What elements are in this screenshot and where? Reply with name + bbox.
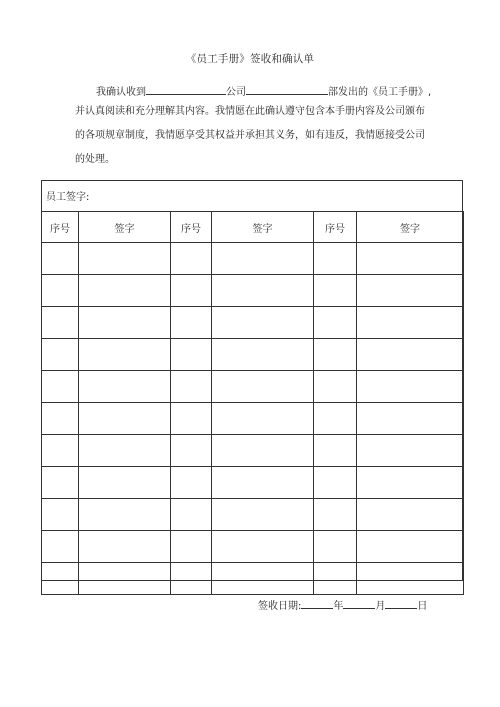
table-row	[42, 531, 464, 563]
signature-cell[interactable]	[357, 403, 464, 435]
year-blank[interactable]	[301, 597, 333, 609]
number-cell[interactable]	[42, 243, 79, 275]
paragraph-line-3: 的各项规章制度，我情愿享受其权益并承担其义务，如有违反，我情愿接受公司	[75, 130, 425, 141]
number-cell[interactable]	[42, 403, 79, 435]
signature-cell[interactable]	[212, 243, 314, 275]
day-blank[interactable]	[385, 597, 417, 609]
signature-cell[interactable]	[79, 531, 171, 563]
number-cell[interactable]	[171, 243, 212, 275]
department-blank[interactable]	[246, 82, 328, 95]
number-cell[interactable]	[42, 371, 79, 403]
signature-cell[interactable]	[79, 371, 171, 403]
number-cell[interactable]	[171, 403, 212, 435]
signature-table	[41, 211, 464, 595]
number-cell[interactable]	[171, 563, 212, 595]
signature-cell[interactable]	[79, 243, 171, 275]
number-cell[interactable]	[171, 499, 212, 531]
signature-cell[interactable]	[357, 307, 464, 339]
number-cell[interactable]	[314, 307, 357, 339]
document-title: 《员工手册》签收和确认单	[185, 53, 315, 65]
table-row	[42, 563, 464, 595]
signature-cell[interactable]	[79, 435, 171, 467]
header-number-3: 序号	[314, 212, 357, 243]
month-blank[interactable]	[343, 597, 375, 609]
signature-cell[interactable]	[212, 371, 314, 403]
signature-cell[interactable]	[357, 499, 464, 531]
signature-cell[interactable]	[212, 531, 314, 563]
table-row	[42, 307, 464, 339]
signature-cell[interactable]	[79, 499, 171, 531]
receipt-text: 我确认收到	[96, 87, 146, 98]
number-cell[interactable]	[314, 563, 357, 595]
number-cell[interactable]	[314, 371, 357, 403]
receipt-date-line	[258, 597, 427, 612]
table-row	[42, 467, 464, 499]
number-cell[interactable]	[314, 275, 357, 307]
signature-cell[interactable]	[357, 243, 464, 275]
paragraph-line-4: 的处理。	[75, 154, 115, 165]
table-header-row	[42, 212, 464, 243]
number-cell[interactable]	[171, 339, 212, 371]
number-cell[interactable]	[171, 531, 212, 563]
number-cell[interactable]	[42, 467, 79, 499]
signature-cell[interactable]	[79, 403, 171, 435]
number-cell[interactable]	[314, 499, 357, 531]
header-number-1: 序号	[42, 212, 79, 243]
number-cell[interactable]	[42, 531, 79, 563]
number-cell[interactable]	[42, 275, 79, 307]
signature-cell[interactable]	[357, 339, 464, 371]
signature-cell[interactable]	[79, 275, 171, 307]
table-row	[42, 371, 464, 403]
signature-sheet	[41, 180, 463, 581]
signature-cell[interactable]	[357, 435, 464, 467]
company-blank[interactable]	[146, 82, 226, 95]
day-label: 日	[417, 601, 428, 612]
signature-cell[interactable]	[79, 467, 171, 499]
month-label: 月	[375, 601, 386, 612]
number-cell[interactable]	[42, 563, 79, 595]
signature-cell[interactable]	[212, 435, 314, 467]
table-row	[42, 403, 464, 435]
table-row	[42, 275, 464, 307]
number-cell[interactable]	[42, 339, 79, 371]
header-signature-3: 签字	[357, 212, 464, 243]
number-cell[interactable]	[314, 467, 357, 499]
signature-cell[interactable]	[212, 563, 314, 595]
signature-cell[interactable]	[79, 563, 171, 595]
number-cell[interactable]	[42, 499, 79, 531]
signature-cell[interactable]	[212, 307, 314, 339]
signature-cell[interactable]	[212, 403, 314, 435]
header-signature-2: 签字	[212, 212, 314, 243]
number-cell[interactable]	[42, 307, 79, 339]
signature-cell[interactable]	[357, 563, 464, 595]
signature-cell[interactable]	[357, 371, 464, 403]
number-cell[interactable]	[171, 435, 212, 467]
year-label: 年	[333, 601, 344, 612]
header-signature-1: 签字	[79, 212, 171, 243]
number-cell[interactable]	[314, 531, 357, 563]
signature-cell[interactable]	[357, 531, 464, 563]
employee-signature-label: 员工签字:	[46, 192, 90, 203]
number-cell[interactable]	[314, 403, 357, 435]
number-cell[interactable]	[171, 371, 212, 403]
header-number-2: 序号	[171, 212, 212, 243]
number-cell[interactable]	[171, 307, 212, 339]
signature-cell[interactable]	[212, 499, 314, 531]
table-row	[42, 499, 464, 531]
signature-cell[interactable]	[357, 467, 464, 499]
table-row	[42, 339, 464, 371]
signature-cell[interactable]	[212, 467, 314, 499]
number-cell[interactable]	[314, 339, 357, 371]
number-cell[interactable]	[42, 435, 79, 467]
receipt-date-label: 签收日期:	[258, 601, 302, 612]
paragraph-line-2: 并认真阅读和充分理解其内容。我情愿在此确认遵守包含本手册内容及公司颁布	[75, 106, 425, 117]
signature-cell[interactable]	[212, 275, 314, 307]
signature-cell[interactable]	[79, 339, 171, 371]
table-row	[42, 435, 464, 467]
signature-cell[interactable]	[357, 275, 464, 307]
paragraph-line-1	[75, 82, 435, 103]
number-cell[interactable]	[314, 435, 357, 467]
number-cell[interactable]	[171, 467, 212, 499]
number-cell[interactable]	[171, 275, 212, 307]
number-cell[interactable]	[314, 243, 357, 275]
company-text: 公司	[226, 87, 246, 98]
signature-cell[interactable]	[79, 307, 171, 339]
table-row	[42, 243, 464, 275]
signature-cell[interactable]	[212, 339, 314, 371]
department-text: 部发出的《员工手册》,	[328, 87, 432, 98]
